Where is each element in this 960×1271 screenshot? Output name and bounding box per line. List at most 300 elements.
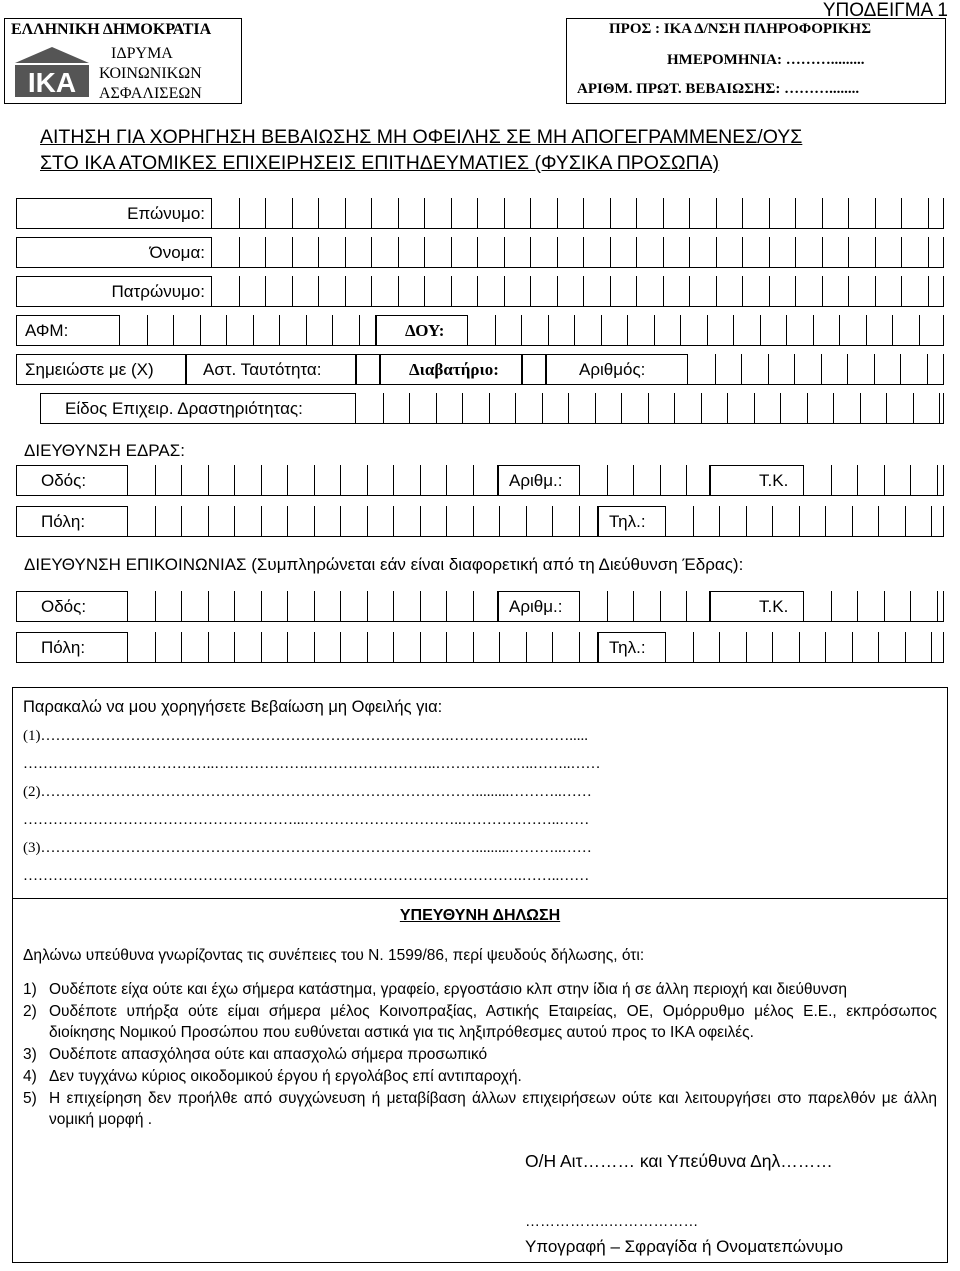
character-box-divider: [477, 276, 478, 306]
character-box-divider: [928, 276, 929, 306]
character-box-divider: [261, 465, 262, 495]
character-box-divider: [261, 591, 262, 621]
character-box-divider: [504, 276, 505, 306]
character-box-divider: [928, 198, 929, 228]
character-box-divider: [719, 506, 720, 536]
character-box-divider: [780, 393, 781, 423]
character-box-divider: [155, 591, 156, 621]
character-box-divider: [901, 198, 902, 228]
character-box-divider: [848, 198, 849, 228]
character-box-divider: [943, 393, 944, 423]
character-box-divider: [701, 393, 702, 423]
character-box-divider: [905, 632, 906, 662]
character-box-divider: [473, 506, 474, 536]
character-box-divider: [928, 237, 929, 267]
contact-zip-input[interactable]: [804, 591, 944, 622]
character-box-divider: [905, 506, 906, 536]
character-box-divider: [314, 465, 315, 495]
character-box-divider: [742, 276, 743, 306]
character-box-divider: [181, 506, 182, 536]
character-box-divider: [367, 465, 368, 495]
character-box-divider: [552, 632, 553, 662]
character-box-divider: [504, 198, 505, 228]
character-box-divider: [451, 276, 452, 306]
contact-city-label-box: [16, 632, 128, 663]
character-box-divider: [741, 354, 742, 384]
seat-phone-input[interactable]: [666, 506, 944, 537]
number-label: Αριθμός:: [579, 360, 646, 379]
character-box-divider: [636, 237, 637, 267]
character-box-divider: [913, 393, 914, 423]
declaration-item-2: Ουδέποτε υπήρξα ούτε είμαι σήμερα μέλος Κοινοπραξίας, Αστικής Εταιρείας, ΟΕ, Ομόρρυθμο μέλος Ε.Ε., εκπρόσωπος: [49, 1003, 937, 1020]
character-box-divider: [663, 276, 664, 306]
name-label: Όνομα:: [149, 243, 205, 262]
name-label-box: [16, 237, 212, 268]
character-box-divider: [636, 276, 637, 306]
request-item-2[interactable]: (2)…………………………………………………………………………….........………..……: [23, 784, 592, 800]
declaration-item-3-number: 3): [23, 1046, 37, 1063]
declaration-item-1-number: 1): [23, 981, 37, 998]
character-box-divider: [874, 354, 875, 384]
character-box-divider: [943, 198, 944, 228]
afm-label-box: [16, 315, 120, 346]
character-box-divider: [931, 506, 932, 536]
character-box-divider: [901, 276, 902, 306]
character-box-divider: [234, 465, 235, 495]
character-box-divider: [424, 276, 425, 306]
character-box-divider: [398, 276, 399, 306]
character-box-divider: [610, 276, 611, 306]
character-box-divider: [686, 591, 687, 621]
character-box-divider: [943, 591, 944, 621]
org-line-2: ΚΟΙΝΩΝΙΚΩΝ: [99, 65, 202, 82]
character-box-divider: [287, 591, 288, 621]
mark-label: Σημειώστε με (Χ): [25, 360, 154, 379]
character-box-divider: [420, 506, 421, 536]
contact-zip-label-box: [710, 591, 804, 622]
character-box-divider: [530, 198, 531, 228]
sample-label: ΥΠΟΔΕΙΓΜΑ 1: [822, 0, 948, 21]
character-box-divider: [306, 315, 307, 345]
character-box-divider: [831, 591, 832, 621]
character-box-divider: [552, 506, 553, 536]
character-box-divider: [345, 276, 346, 306]
character-box-divider: [742, 237, 743, 267]
character-box-divider: [674, 393, 675, 423]
character-box-divider: [477, 237, 478, 267]
activity-label-box: [40, 393, 356, 424]
character-box-divider: [754, 393, 755, 423]
id-card-label: Αστ. Ταυτότητα:: [203, 360, 322, 379]
character-box-divider: [147, 315, 148, 345]
character-box-divider: [398, 237, 399, 267]
contact-num-label: Αριθμ.:: [509, 597, 563, 616]
declaration-item-5-cont: νομική μορφή .: [49, 1111, 153, 1128]
character-box-divider: [716, 276, 717, 306]
character-box-divider: [371, 198, 372, 228]
character-box-divider: [393, 465, 394, 495]
character-box-divider: [769, 198, 770, 228]
passport-label-box: [380, 354, 522, 385]
country-label: ΕΛΛΗΝΙΚΗ ΔΗΜΟΚΡΑΤΙΑ: [11, 21, 212, 38]
character-box-divider: [314, 506, 315, 536]
character-box-divider: [279, 315, 280, 345]
character-box-divider: [473, 591, 474, 621]
character-box-divider: [633, 465, 634, 495]
character-box-divider: [813, 315, 814, 345]
character-box-divider: [548, 315, 549, 345]
character-box-divider: [886, 393, 887, 423]
character-box-divider: [314, 591, 315, 621]
character-box-divider: [852, 632, 853, 662]
character-box-divider: [943, 237, 944, 267]
character-box-divider: [318, 198, 319, 228]
seat-city-input[interactable]: [128, 506, 598, 537]
character-box-divider: [689, 237, 690, 267]
character-box-divider: [557, 237, 558, 267]
character-box-divider: [530, 237, 531, 267]
character-box-divider: [451, 237, 452, 267]
character-box-divider: [239, 198, 240, 228]
character-box-divider: [927, 354, 928, 384]
character-box-divider: [265, 198, 266, 228]
character-box-divider: [574, 315, 575, 345]
character-box-divider: [489, 393, 490, 423]
declaration-intro: Δηλώνω υπεύθυνα γνωρίζοντας τις συνέπειες του Ν. 1599/86, περί ψευδούς δήλωσης, ότι:: [23, 947, 645, 964]
character-box-divider: [477, 198, 478, 228]
character-box-divider: [446, 465, 447, 495]
character-box-divider: [499, 506, 500, 536]
contact-heading: ΔΙΕΥΘΥΝΣΗ ΕΠΙΚΟΙΝΩΝΙΑΣ (Συμπληρώνεται εάν είναι διαφορετική από τη Διεύθυνση Έδρας):: [24, 555, 744, 574]
character-box-divider: [253, 315, 254, 345]
declaration-item-1: Ουδέποτε είχα ούτε και έχω σήμερα κατάστημα, γραφείο, εργοστάσιο κλπ στην ίδια ή σε άλλη περιοχή και διεύθυνση: [49, 981, 847, 998]
character-box-divider: [686, 465, 687, 495]
declaration-item-4: Δεν τυγχάνω κύριος οικοδομικού έργου ή εργολάβος επί αντιπαροχή.: [49, 1068, 522, 1085]
character-box-divider: [340, 591, 341, 621]
character-box-divider: [265, 276, 266, 306]
surname-label: Επώνυμο:: [127, 204, 205, 223]
character-box-divider: [499, 632, 500, 662]
request-item-2-cont[interactable]: ………………………………………………...…………………………..………………..……: [23, 812, 590, 828]
character-box-divider: [473, 632, 474, 662]
character-box-divider: [526, 632, 527, 662]
character-box-divider: [660, 591, 661, 621]
request-item-1-cont[interactable]: ………………….……………..……………….……………………..………………..……..……: [23, 756, 601, 772]
character-box-divider: [794, 354, 795, 384]
contact-street-input[interactable]: [128, 591, 498, 622]
character-box-divider: [693, 632, 694, 662]
character-box-divider: [910, 591, 911, 621]
character-box-divider: [521, 315, 522, 345]
activity-input[interactable]: [356, 393, 944, 424]
seat-num-label-box: [498, 465, 580, 496]
character-box-divider: [393, 632, 394, 662]
character-box-divider: [825, 632, 826, 662]
request-item-3-cont[interactable]: ……………………………………………………………………………………….……..……: [23, 868, 590, 884]
character-box-divider: [208, 591, 209, 621]
character-box-divider: [746, 632, 747, 662]
character-box-divider: [155, 465, 156, 495]
seat-zip-label-box: [710, 465, 804, 496]
character-box-divider: [943, 465, 944, 495]
character-box-divider: [910, 465, 911, 495]
character-box-divider: [769, 276, 770, 306]
character-box-divider: [393, 591, 394, 621]
character-box-divider: [937, 465, 938, 495]
doy-label: ΔΟΥ:: [405, 321, 445, 340]
character-box-divider: [807, 393, 808, 423]
character-box-divider: [420, 632, 421, 662]
character-box-divider: [795, 276, 796, 306]
surname-input[interactable]: [212, 198, 944, 229]
ika-logo: [11, 45, 93, 99]
contact-phone-label-box: [598, 632, 666, 663]
character-box-divider: [462, 393, 463, 423]
character-box-divider: [943, 506, 944, 536]
character-box-divider: [515, 393, 516, 423]
character-box-divider: [371, 276, 372, 306]
character-box-divider: [621, 393, 622, 423]
character-box-divider: [715, 354, 716, 384]
character-box-divider: [875, 198, 876, 228]
character-box-divider: [446, 632, 447, 662]
character-box-divider: [884, 591, 885, 621]
declaration-box: [12, 899, 948, 1263]
character-box-divider: [760, 315, 761, 345]
signature-dots[interactable]: ……………..………………: [525, 1213, 699, 1230]
character-box-divider: [367, 506, 368, 536]
contact-phone-input[interactable]: [666, 632, 944, 663]
character-box-divider: [680, 315, 681, 345]
character-box-divider: [663, 198, 664, 228]
character-box-divider: [345, 198, 346, 228]
seat-street-label-box: [16, 465, 128, 496]
contact-city-label: Πόλη:: [41, 638, 86, 657]
seat-street-input[interactable]: [128, 465, 498, 496]
title-line-2: ΣΤΟ ΙΚΑ ΑΤΟΜΙΚΕΣ ΕΠΙΧΕΙΡΗΣΕΙΣ ΕΠΙΤΗΔΕΥΜΑΤΙΕΣ (ΦΥΣΙΚΑ ΠΡΟΣΩΠΑ): [40, 152, 720, 174]
character-box-divider: [568, 393, 569, 423]
date-field[interactable]: ΗΜΕΡΟΜΗΝΙΑ: ……….........: [667, 52, 865, 68]
character-box-divider: [239, 276, 240, 306]
character-box-divider: [208, 632, 209, 662]
character-box-divider: [857, 591, 858, 621]
character-box-divider: [875, 276, 876, 306]
recipient-box: [566, 18, 946, 104]
character-box-divider: [446, 506, 447, 536]
character-box-divider: [901, 237, 902, 267]
character-box-divider: [707, 315, 708, 345]
afm-input[interactable]: [120, 315, 376, 346]
character-box-divider: [733, 315, 734, 345]
issuer-box: [4, 18, 242, 104]
contact-phone-label: Τηλ.:: [609, 638, 646, 657]
character-box-divider: [234, 632, 235, 662]
contact-num-input[interactable]: [580, 591, 710, 622]
character-box-divider: [530, 276, 531, 306]
recipient-label: ΠΡΟΣ : ΙΚΑ Δ/ΝΣΗ ΠΛΗΡΟΦΟΡΙΚΗΣ: [609, 21, 872, 37]
doy-input[interactable]: [468, 315, 944, 346]
character-box-divider: [557, 276, 558, 306]
character-box-divider: [821, 354, 822, 384]
seat-num-input[interactable]: [580, 465, 710, 496]
request-item-3[interactable]: (3)…………………………………………………………………………….........………..……: [23, 840, 592, 856]
character-box-divider: [526, 506, 527, 536]
father-label-box: [16, 276, 212, 307]
passport-label: Διαβατήριο:: [409, 360, 499, 379]
character-box-divider: [939, 393, 940, 423]
character-box-divider: [155, 506, 156, 536]
character-box-divider: [799, 506, 800, 536]
seat-street-label: Οδός:: [41, 471, 87, 490]
character-box-divider: [716, 198, 717, 228]
character-box-divider: [367, 632, 368, 662]
character-box-divider: [583, 198, 584, 228]
character-box-divider: [451, 198, 452, 228]
character-box-divider: [583, 237, 584, 267]
character-box-divider: [181, 591, 182, 621]
character-box-divider: [663, 237, 664, 267]
character-box-divider: [633, 591, 634, 621]
contact-street-label-box: [16, 591, 128, 622]
character-box-divider: [610, 198, 611, 228]
character-box-divider: [931, 632, 932, 662]
character-box-divider: [822, 198, 823, 228]
character-box-divider: [359, 315, 360, 345]
character-box-divider: [610, 237, 611, 267]
contact-num-label-box: [498, 591, 580, 622]
character-box-divider: [607, 591, 608, 621]
character-box-divider: [825, 506, 826, 536]
character-box-divider: [795, 237, 796, 267]
character-box-divider: [345, 237, 346, 267]
seat-zip-label: Τ.Κ.: [759, 471, 789, 490]
character-box-divider: [318, 276, 319, 306]
character-box-divider: [208, 465, 209, 495]
character-box-divider: [852, 506, 853, 536]
father-label: Πατρώνυμο:: [111, 282, 205, 301]
contact-street-label: Οδός:: [41, 597, 87, 616]
declaration-heading: ΥΠΕΥΘΥΝΗ ΔΗΛΩΣΗ: [399, 907, 561, 924]
request-item-1[interactable]: (1)……………………………………………………………………….…………………….....: [23, 728, 588, 744]
character-box-divider: [340, 632, 341, 662]
character-box-divider: [627, 315, 628, 345]
character-box-divider: [878, 632, 879, 662]
character-box-divider: [847, 354, 848, 384]
character-box-divider: [579, 632, 580, 662]
character-box-divider: [636, 198, 637, 228]
character-box-divider: [420, 591, 421, 621]
number-input[interactable]: [688, 354, 944, 385]
seat-num-label: Αριθμ.:: [509, 471, 563, 490]
declaration-item-4-number: 4): [23, 1068, 37, 1085]
character-box-divider: [542, 393, 543, 423]
declaration-item-3: Ουδέποτε απασχόλησα ούτε και απασχολώ σήμερα προσωπικό: [49, 1046, 488, 1063]
character-box-divider: [239, 237, 240, 267]
character-box-divider: [689, 198, 690, 228]
character-box-divider: [424, 237, 425, 267]
seat-city-label-box: [16, 506, 128, 537]
character-box-divider: [595, 393, 596, 423]
character-box-divider: [919, 315, 920, 345]
character-box-divider: [181, 465, 182, 495]
character-box-divider: [831, 465, 832, 495]
character-box-divider: [208, 506, 209, 536]
name-input[interactable]: [212, 237, 944, 268]
character-box-divider: [287, 506, 288, 536]
character-box-divider: [822, 276, 823, 306]
character-box-divider: [261, 632, 262, 662]
seat-heading: ΔΙΕΥΘΥΝΣΗ ΕΔΡΑΣ:: [24, 441, 185, 460]
svg-text:ΙΚΑ: ΙΚΑ: [27, 67, 77, 98]
character-box-divider: [768, 354, 769, 384]
character-box-divider: [292, 276, 293, 306]
character-box-divider: [689, 276, 690, 306]
character-box-divider: [473, 465, 474, 495]
id-card-checkbox[interactable]: [356, 354, 380, 385]
title-line-1: ΑΙΤΗΣΗ ΓΙΑ ΧΟΡΗΓΗΣΗ ΒΕΒΑΙΩΣΗΣ ΜΗ ΟΦΕΙΛΗΣ ΣΕ ΜΗ ΑΠΟΓΕΓΡΑΜΜΕΝΕΣ/ΟΥΣ: [40, 126, 803, 148]
contact-city-input[interactable]: [128, 632, 598, 663]
father-input[interactable]: [212, 276, 944, 307]
character-box-divider: [446, 591, 447, 621]
character-box-divider: [332, 315, 333, 345]
afm-label: ΑΦΜ:: [25, 321, 69, 340]
character-box-divider: [265, 237, 266, 267]
character-box-divider: [884, 465, 885, 495]
character-box-divider: [878, 506, 879, 536]
character-box-divider: [424, 198, 425, 228]
character-box-divider: [742, 198, 743, 228]
character-box-divider: [371, 237, 372, 267]
character-box-divider: [937, 591, 938, 621]
character-box-divider: [607, 465, 608, 495]
character-box-divider: [786, 315, 787, 345]
passport-checkbox[interactable]: [522, 354, 546, 385]
character-box-divider: [367, 591, 368, 621]
character-box-divider: [839, 315, 840, 345]
character-box-divider: [943, 354, 944, 384]
signer-line[interactable]: Ο/Η Αιτ……… και Υπεύθυνα Δηλ………: [525, 1151, 833, 1171]
character-box-divider: [314, 632, 315, 662]
doy-label-box: [376, 315, 468, 346]
protocol-field[interactable]: ΑΡΙΘΜ. ΠΡΩΤ. ΒΕΒΑΙΩΣΗΣ: ………........: [577, 81, 860, 97]
id-card-label-box: [186, 354, 356, 385]
character-box-divider: [833, 393, 834, 423]
character-box-divider: [822, 237, 823, 267]
seat-zip-input[interactable]: [804, 465, 944, 496]
character-box-divider: [601, 315, 602, 345]
character-box-divider: [287, 465, 288, 495]
character-box-divider: [943, 315, 944, 345]
character-box-divider: [504, 237, 505, 267]
character-box-divider: [693, 506, 694, 536]
character-box-divider: [583, 276, 584, 306]
character-box-divider: [772, 632, 773, 662]
character-box-divider: [398, 198, 399, 228]
character-box-divider: [393, 506, 394, 536]
character-box-divider: [746, 506, 747, 536]
character-box-divider: [287, 632, 288, 662]
character-box-divider: [648, 393, 649, 423]
request-intro: Παρακαλώ να μου χορηγήσετε Βεβαίωση μη Οφειλής για:: [23, 698, 443, 716]
org-line-3: ΑΣΦΑΛΙΣΕΩΝ: [99, 85, 202, 102]
character-box-divider: [799, 632, 800, 662]
character-box-divider: [848, 237, 849, 267]
character-box-divider: [772, 506, 773, 536]
character-box-divider: [943, 276, 944, 306]
seat-phone-label-box: [598, 506, 666, 537]
mark-label-box: [16, 354, 186, 385]
character-box-divider: [716, 237, 717, 267]
